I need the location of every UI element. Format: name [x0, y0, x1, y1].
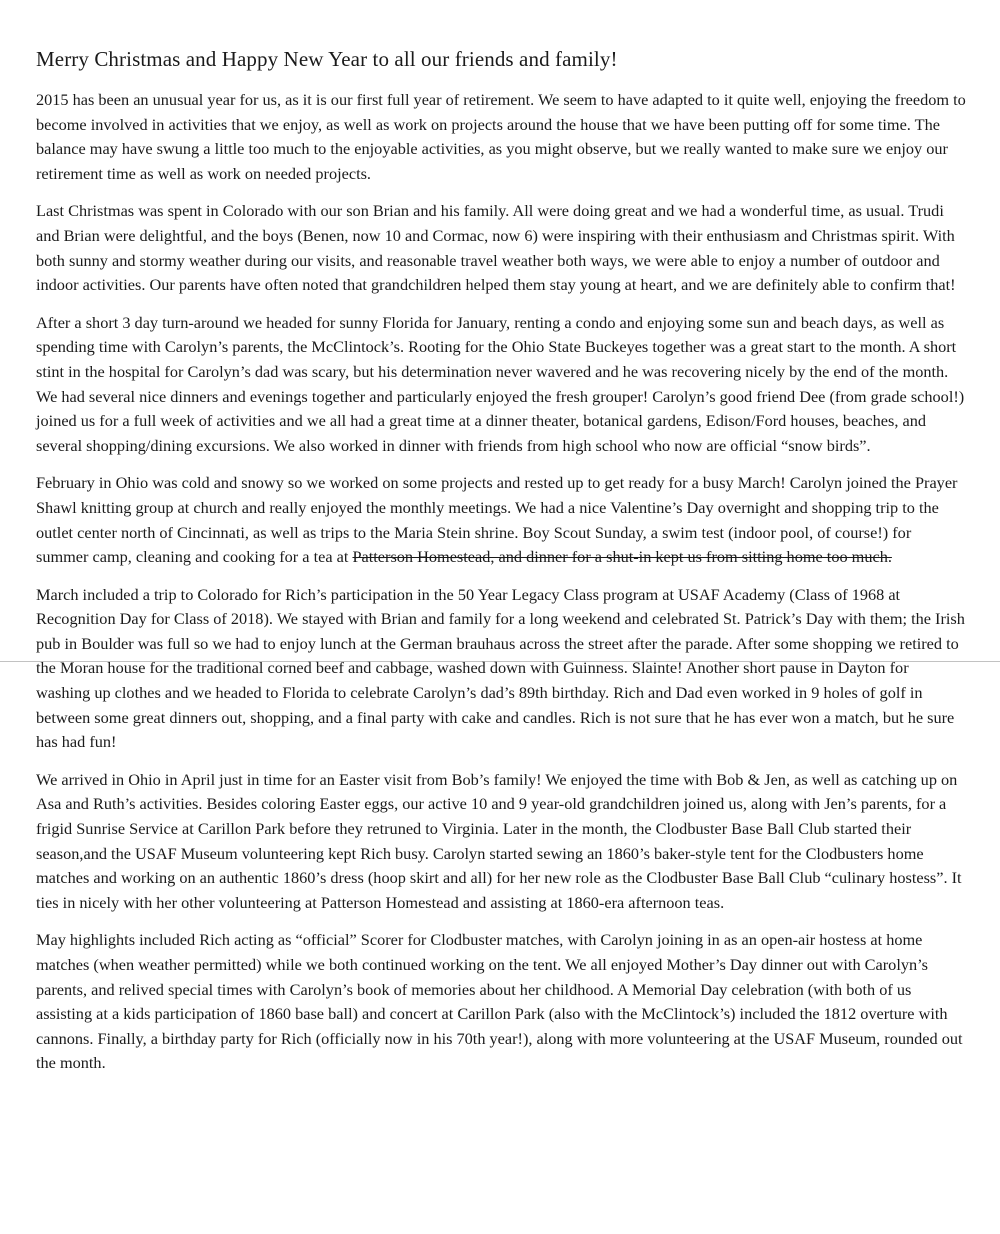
christmas-letter [36, 44, 966, 1089]
paragraph-february-text: February in Ohio was cold and snowy so we worked on some projects and rested up to get ready for a busy March! Carolyn joined the Prayer Shawl knitting group at church and really enjoyed the monthly meetings. We had a nice Valentine’s Day overnight and shopping trip to the outlet center north of Cincinnati, as well as trips to the Maria Stein shrine. Boy Scout Sunday, a swim test (indoor pool, of course!) for summer camp, cleaning and cooking for a tea at [36, 473, 958, 567]
paragraph-retirement: 2015 has been an unusual year for us, as it is our first full year of retirement. We seem to have adapted to it quite well, enjoying the freedom to become involved in activities that we enjoy, as well as work on projects around the house that we have been putting off for some time. The balance may have swung a little too much to the enjoyable activities, as you might observe, but we really wanted to make sure we enjoy our retirement time as well as work on needed projects. [36, 90, 966, 183]
paragraph-february-struck-text: Patterson Homestead, and dinner for a shut-in kept us from sitting home too much. [352, 547, 892, 567]
paragraph-april-ohio: We arrived in Ohio in April just in time for an Easter visit from Bob’s family! We enjoyed the time with Bob & Jen, as well as catching up on Asa and Ruth’s activities. Besides coloring Easter eggs, our active 10 and 9 year-old grandchildren joined us, along with Jen’s parents, for a frigid Sunrise Service at Carillon Park before they retruned to Virginia. Later in the month, the Clodbuster Base Ball Club started their season,and the USAF Museum volunteering kept Rich busy. Carolyn started sewing an 1860’s baker-style tent for the Clodbusters home matches and working on an authentic 1860’s dress (hoop skirt and all) for her new role as the Clodbuster Base Ball Club “culinary hostess”. It ties in nicely with her other volunteering at Patterson Homestead and assisting at 1860-era afternoon teas. [36, 769, 962, 912]
paragraph-may-highlights: May highlights included Rich acting as “official” Scorer for Clodbuster matches, with Carolyn joining in as an open-air hostess at home matches (when weather permitted) while we both continued working on the tent. We all enjoyed Mother’s Day dinner out with Carolyn’s parents, and relived special times with Carolyn’s book of memories about her childhood. A Memorial Day celebration (with both of us assisting at a kids participation of 1860 base ball) and concert at Carillon Park (also with the McClintock’s) included the 1812 overture with cannons. Finally, a birthday party for Rich (officially now in his 70th year!), along with more volunteering at the USAF Museum, rounded out the month. [36, 930, 963, 1073]
paragraph-march-colorado: March included a trip to Colorado for Rich’s participation in the 50 Year Legacy Class program at USAF Academy (Class of 1968 at Recognition Day for Class of 2018). We stayed with Brian and family for a long weekend and celebrated St. Patrick’s Day with them; the Irish pub in Boulder was full so we had to enjoy lunch at the German brauhaus across the street after the parade. After some shopping we retired to the Moran house for the traditional corned beef and cabbage, washed down with Guinness. Slainte! Another short pause in Dayton for washing up clothes and we headed to Florida to celebrate Carolyn’s dad’s 89th birthday. Rich and Dad even worked in 9 holes of golf in between some great dinners out, shopping, and a final party with cake and candles. Rich is not sure that he has ever won a match, but he sure has had fun! [36, 584, 965, 752]
paragraph-january-florida: After a short 3 day turn-around we headed for sunny Florida for January, renting a condo and enjoying some sun and beach days, as well as spending time with Carolyn’s parents, the McClintock’s. Rooting for the Ohio State Buckeyes together was a great start to the month. A short stint in the hospital for Carolyn’s dad was scary, but his determination never wavered and he was recovering nicely by the end of the month. We had several nice dinners and evenings together and particularly enjoyed the fresh grouper! Carolyn’s good friend Dee (from grade school!) joined us for a full week of activities and we all had a great time at a dinner theater, botanical gardens, Edison/Ford houses, beaches, and several shopping/dining excursions. We also worked in dinner with friends from high school who now are official “snow birds”. [36, 312, 965, 455]
paragraph-february-ohio [36, 471, 966, 569]
letter-greeting: Merry Christmas and Happy New Year to all our friends and family! [36, 47, 618, 71]
paragraph-last-christmas: Last Christmas was spent in Colorado with our son Brian and his family. All were doing great and we had a wonderful time, as usual. Trudi and Brian were delightful, and the boys (Benen, now 10 and Cormac, now 6) were inspiring with their enthusiasm and Christmas spirit. With both sunny and stormy weather during our visits, and reasonable travel weather both ways, we were able to enjoy a number of outdoor and indoor activities. Our parents have often noted that grandchildren helped them stay young at heart, and we are definitely able to confirm that! [36, 201, 956, 295]
